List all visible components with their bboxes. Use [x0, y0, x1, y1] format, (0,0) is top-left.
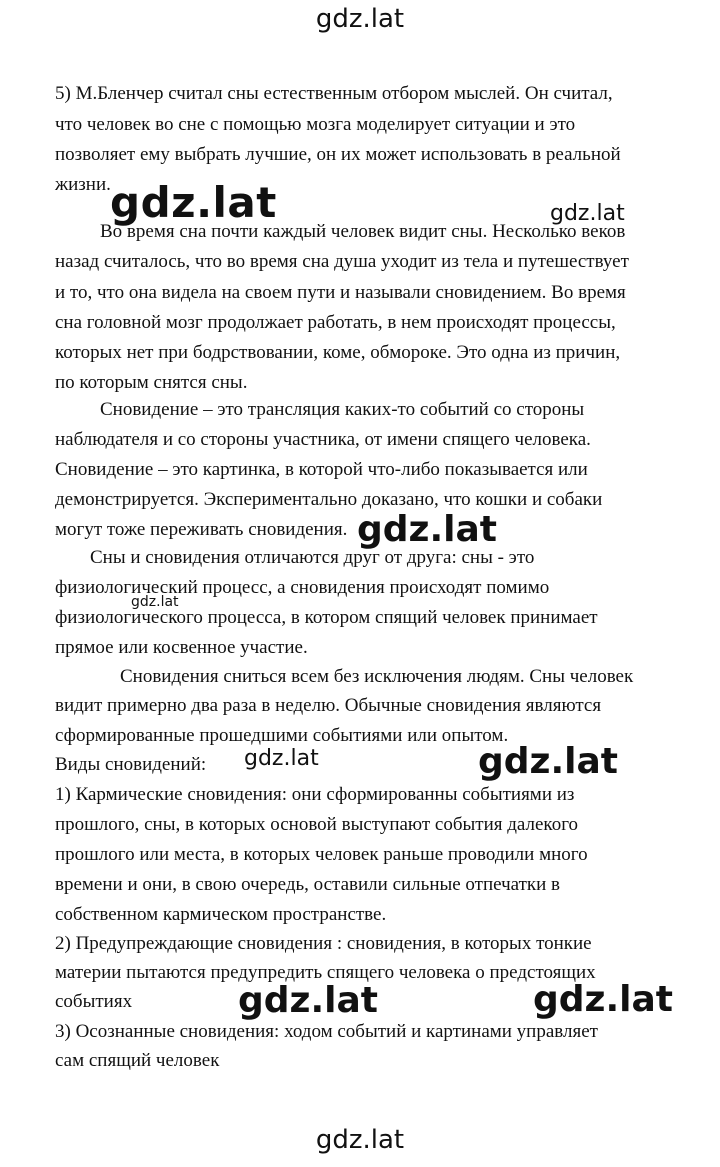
text-line: демонстрируется. Экспериментально доказано, что кошки и собаки	[55, 489, 603, 510]
text-line: Сны и сновидения отличаются друг от друга: сны - это	[90, 547, 535, 568]
text-line: что человек во сне с помощью мозга моделирует ситуации и это	[55, 114, 576, 135]
watermark: gdz.lat	[533, 979, 674, 1020]
text-line: прошлого, сны, в которых основой выступают события далекого	[55, 814, 579, 835]
text-line: событиях	[55, 991, 133, 1012]
text-line: физиологического процесса, в котором спящий человек принимает	[55, 607, 598, 628]
text-line: прошлого или места, в которых человек раньше проводили много	[55, 844, 588, 865]
text-line: Сновидение – это трансляция каких-то событий со стороны	[100, 399, 585, 420]
text-line: собственном кармическом пространстве.	[55, 904, 387, 925]
text-line: могут тоже переживать сновидения.	[55, 519, 348, 540]
text-line: времени и они, в свою очередь, оставили сильные отпечатки в	[55, 874, 561, 895]
text-line: Виды сновидений:	[55, 754, 207, 775]
text-line: по которым снятся сны.	[55, 372, 248, 393]
text-line: позволяет ему выбрать лучшие, он их может использовать в реальной	[55, 144, 621, 165]
text-line: 3) Осознанные сновидения: ходом событий и картинами управляет	[55, 1021, 598, 1042]
text-line: видит примерно два раза в неделю. Обычные сновидения являются	[55, 695, 602, 716]
text-line: Сновидение – это картинка, в которой что-либо показывается или	[55, 459, 588, 480]
text-line: Сновидения сниться всем без исключения людям. Сны человек	[120, 666, 634, 687]
text-line: прямое или косвенное участие.	[55, 637, 308, 658]
text-line: материи пытаются предупредить спящего человека о предстоящих	[55, 962, 596, 983]
text-line: и то, что она видела на своем пути и называли сновидением. Во время	[55, 282, 626, 303]
text-line: наблюдателя и со стороны участника, от имени спящего человека.	[55, 429, 591, 450]
watermark: gdz.lat	[238, 980, 379, 1021]
text-line: жизни.	[55, 174, 111, 195]
text-line: сформированные прошедшими событиями или опытом.	[55, 725, 509, 746]
text-line: которых нет при бодрствовании, коме, обмороке. Это одна из причин,	[55, 342, 621, 363]
watermark: gdz.lat	[357, 509, 498, 550]
watermark-top: gdz.lat	[315, 4, 405, 34]
text-line: 5) М.Бленчер считал сны естественным отбором мыслей. Он считал,	[55, 83, 613, 104]
watermark: gdz.lat	[110, 178, 277, 227]
text-line: 2) Предупреждающие сновидения : сновидения, в которых тонкие	[55, 933, 592, 954]
watermark-bottom: gdz.lat	[315, 1125, 405, 1155]
text-line: Во время сна почти каждый человек видит сны. Несколько веков	[100, 221, 626, 242]
watermark: gdz.lat	[244, 746, 319, 771]
text-line: физиологический процесс, а сновидения происходят помимо	[55, 577, 550, 598]
watermark: gdz.lat	[131, 594, 179, 610]
watermark: gdz.lat	[478, 741, 619, 782]
text-line: 1) Кармические сновидения: они сформированны событиями из	[55, 784, 575, 805]
watermark: gdz.lat	[550, 201, 625, 226]
text-line: сна головной мозг продолжает работать, в нем происходят процессы,	[55, 312, 616, 333]
text-line: назад считалось, что во время сна душа уходит из тела и путешествует	[55, 251, 629, 272]
text-line: сам спящий человек	[55, 1050, 220, 1071]
